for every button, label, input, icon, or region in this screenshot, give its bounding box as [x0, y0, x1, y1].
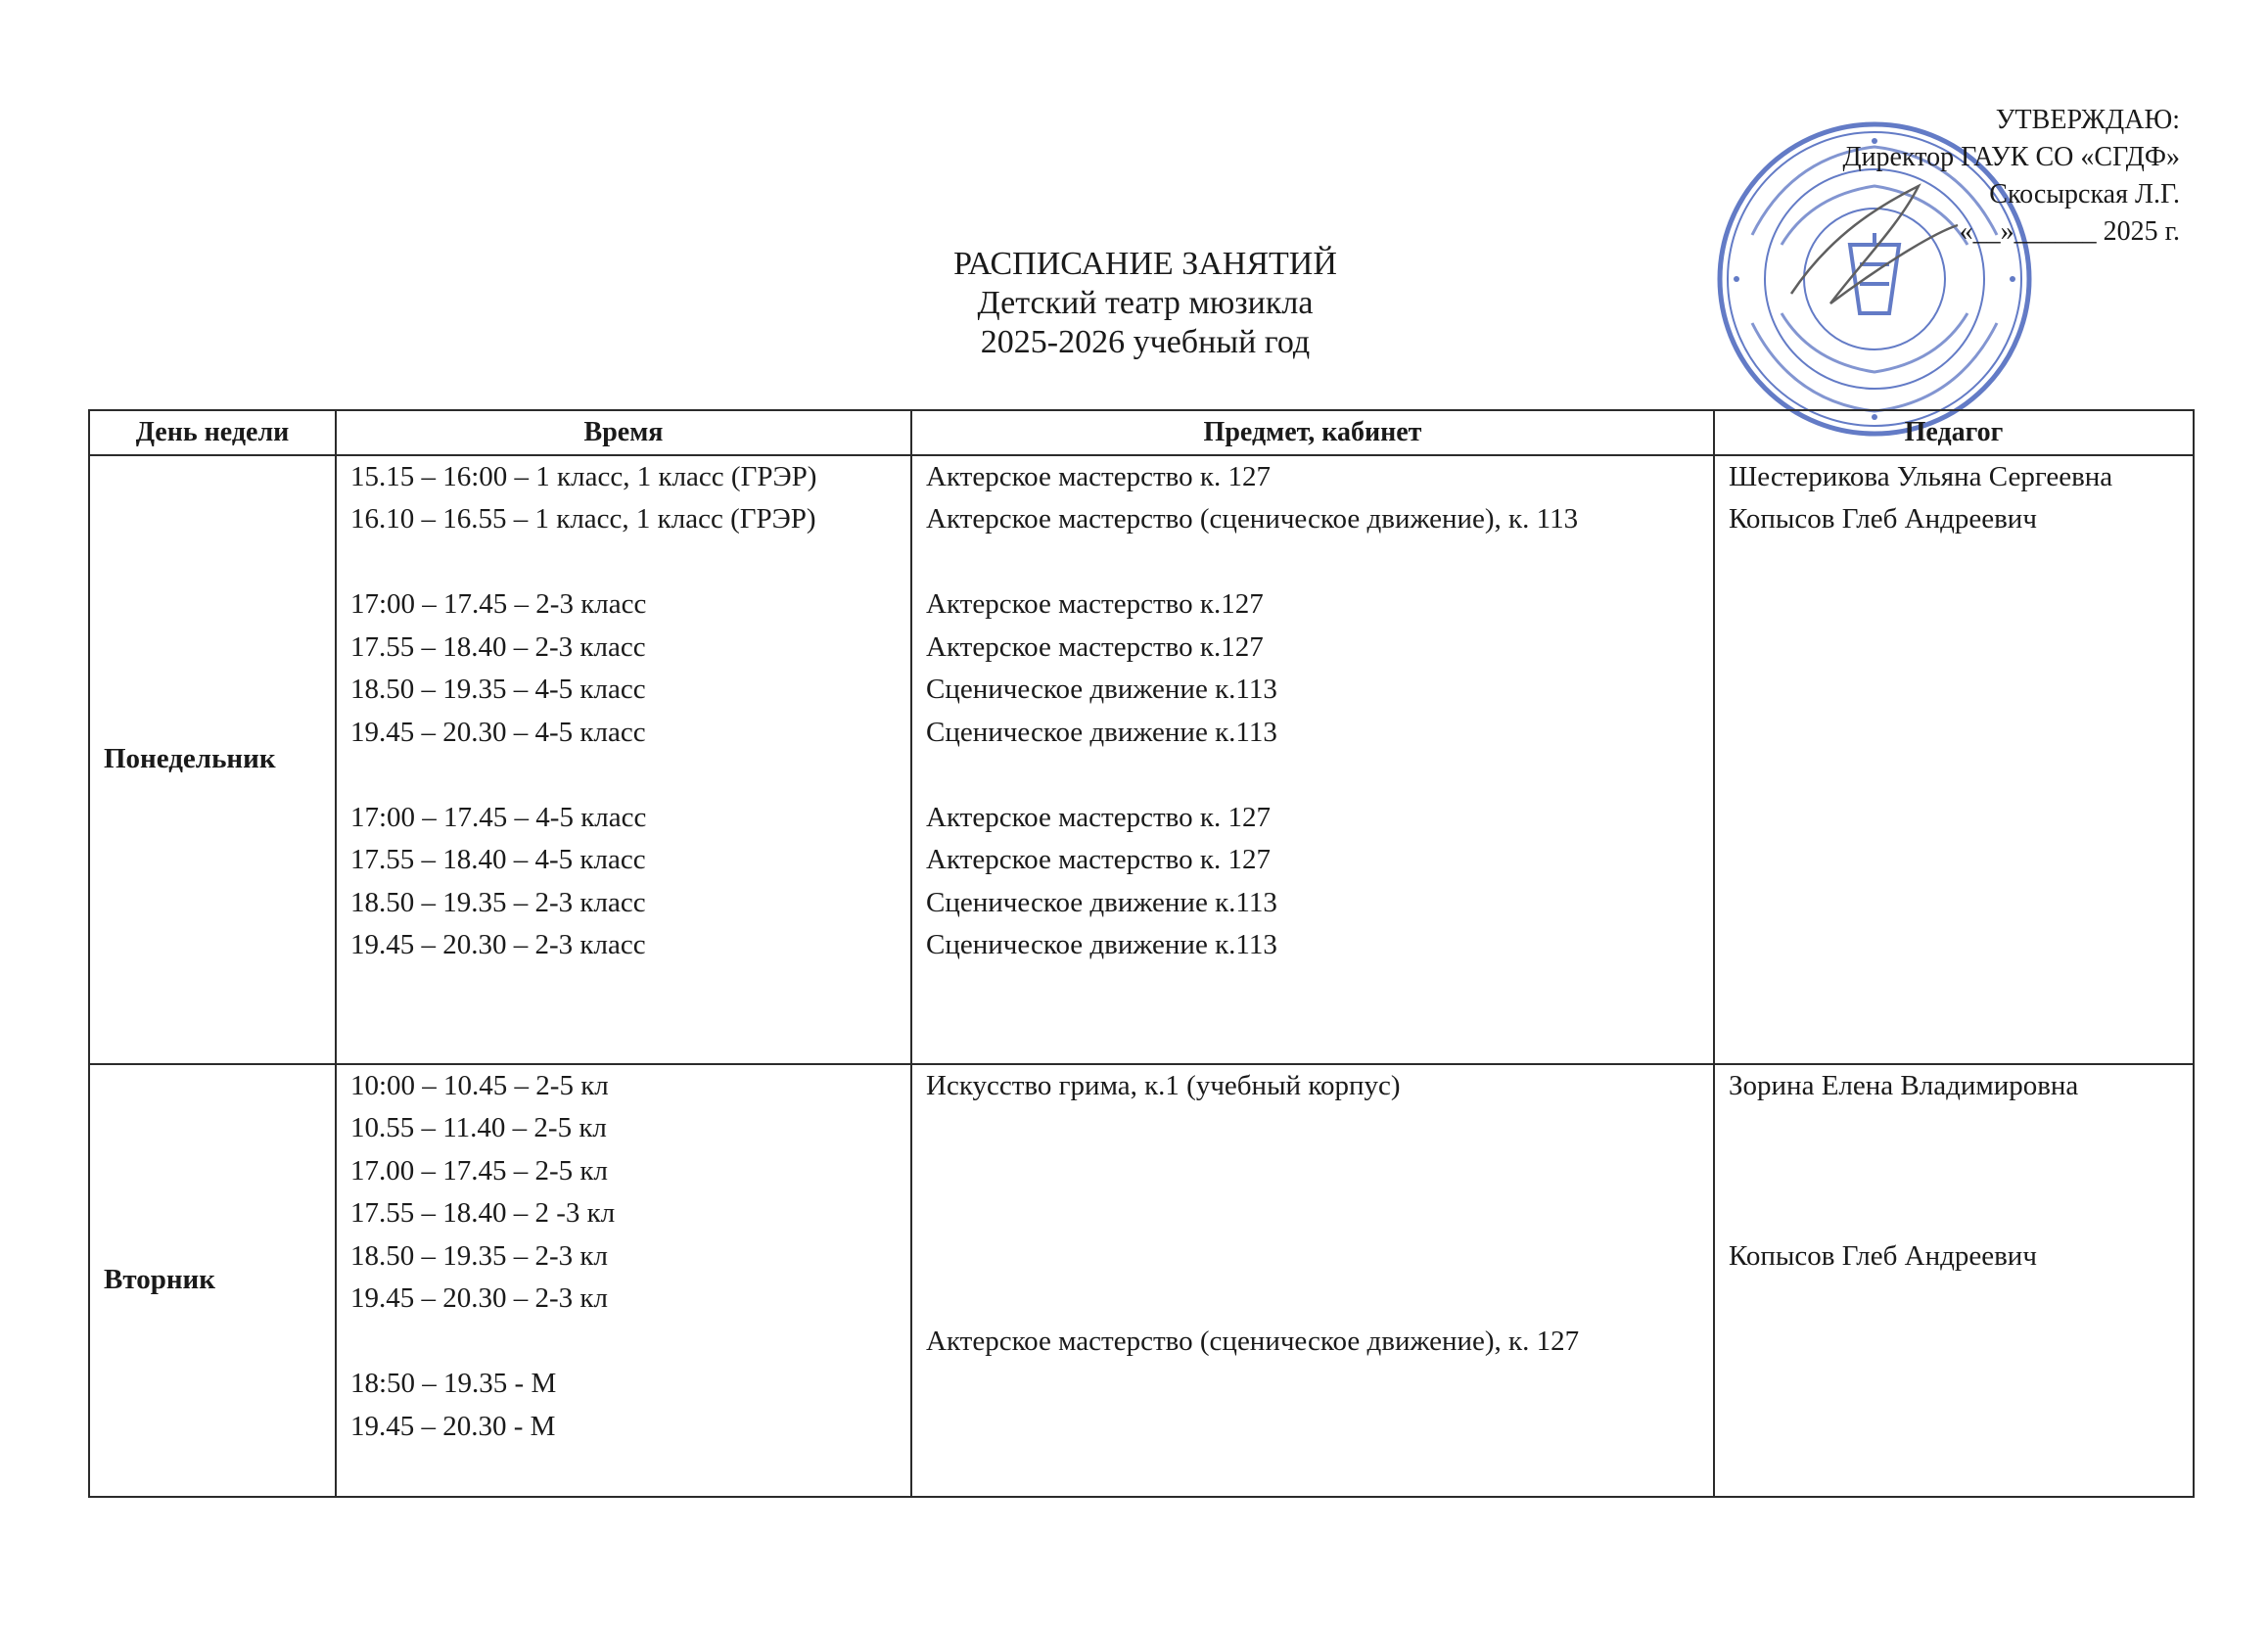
teacher-name: Зорина Елена Владимировна	[1729, 1069, 2079, 1101]
approval-title: УТВЕРЖДАЮ:	[1995, 105, 2180, 135]
time-slot: 17.55 – 18.40 – 2 -3 кл	[350, 1197, 616, 1229]
table-row-tuesday	[89, 1064, 2194, 1497]
time-slot: 17.55 – 18.40 – 4-5 класс	[350, 844, 646, 875]
academic-year: 2025-2026 учебный год	[980, 324, 1311, 360]
schedule-table	[88, 409, 2195, 1498]
time-slot: 19.45 – 20.30 – 2-3 класс	[350, 929, 646, 960]
subject-entry: Сценическое движение к.113	[926, 674, 1277, 705]
time-slot: 18.50 – 19.35 – 2-3 кл	[350, 1239, 608, 1272]
time-slot: 17.55 – 18.40 – 2-3 класс	[350, 630, 646, 663]
column-header-subject: Предмет, кабинет	[911, 410, 1714, 455]
subject-entry: Актерское мастерство (сценическое движение), к. 127	[926, 1325, 1580, 1357]
time-slot: 10:00 – 10.45 – 2-5 кл	[350, 1069, 609, 1101]
time-cell-tuesday	[336, 1064, 911, 1497]
document-title: РАСПИСАНИЕ ЗАНЯТИЙ	[953, 246, 1337, 282]
subject-entry: Сценическое движение к.113	[926, 716, 1277, 748]
time-slot: 15.15 – 16:00 – 1 класс, 1 класс (ГРЭР)	[350, 460, 817, 492]
column-header-teacher: Педагог	[1714, 410, 2194, 455]
subject-entry: Искусство грима, к.1 (учебный корпус)	[926, 1069, 1401, 1101]
time-slot: 19.45 – 20.30 - М	[350, 1410, 556, 1442]
time-slot: 18.50 – 19.35 – 4-5 класс	[350, 674, 646, 705]
subject-entry: Сценическое движение к.113	[926, 886, 1277, 918]
teacher-name: Копысов Глеб Андреевич	[1729, 1239, 2037, 1272]
subject-cell-tuesday	[911, 1064, 1714, 1497]
time-cell-monday	[336, 455, 911, 1064]
time-slot: 10.55 – 11.40 – 2-5 кл	[350, 1112, 607, 1143]
subject-entry: Актерское мастерство к. 127	[926, 801, 1271, 833]
time-slot: 18.50 – 19.35 – 2-3 класс	[350, 886, 646, 918]
time-slot: 18:50 – 19.35 - М	[350, 1368, 557, 1399]
teacher-name: Копысов Глеб Андреевич	[1729, 503, 2037, 535]
teacher-cell-tuesday	[1714, 1064, 2194, 1497]
approval-position: Директор ГАУК СО «СГДФ»	[1842, 142, 2180, 172]
column-header-day: День недели	[89, 410, 336, 455]
time-slot: 17:00 – 17.45 – 4-5 класс	[350, 801, 647, 833]
subject-cell-monday	[911, 455, 1714, 1064]
time-slot: 19.45 – 20.30 – 2-3 кл	[350, 1282, 608, 1314]
subject-entry: Актерское мастерство (сценическое движение), к. 113	[926, 503, 1579, 535]
subject-entry: Актерское мастерство к.127	[926, 588, 1264, 620]
table-header-row	[89, 410, 2194, 455]
time-slot: 17.00 – 17.45 – 2-5 кл	[350, 1154, 608, 1187]
subject-entry: Актерское мастерство к. 127	[926, 460, 1271, 492]
day-cell-monday: Понедельник	[89, 455, 336, 1064]
approval-signatory: Скосырская Л.Г.	[1989, 179, 2180, 209]
day-cell-tuesday: Вторник	[89, 1064, 336, 1497]
time-slot: 19.45 – 20.30 – 4-5 класс	[350, 716, 646, 748]
teacher-name: Шестерикова Ульяна Сергеевна	[1729, 460, 2113, 492]
time-slot: 16.10 – 16.55 – 1 класс, 1 класс (ГРЭР)	[350, 503, 816, 535]
teacher-cell-monday	[1714, 455, 2194, 1064]
approval-date: «__»______ 2025 г.	[1959, 216, 2180, 247]
subject-entry: Сценическое движение к.113	[926, 929, 1277, 960]
subject-entry: Актерское мастерство к. 127	[926, 844, 1271, 875]
subject-entry: Актерское мастерство к.127	[926, 630, 1264, 663]
document-title-block	[675, 245, 1615, 362]
approval-block	[1842, 102, 2180, 251]
time-slot: 17:00 – 17.45 – 2-3 класс	[350, 588, 647, 620]
table-row-monday	[89, 455, 2194, 1064]
column-header-time: Время	[336, 410, 911, 455]
document-subtitle: Детский театр мюзикла	[977, 285, 1314, 321]
